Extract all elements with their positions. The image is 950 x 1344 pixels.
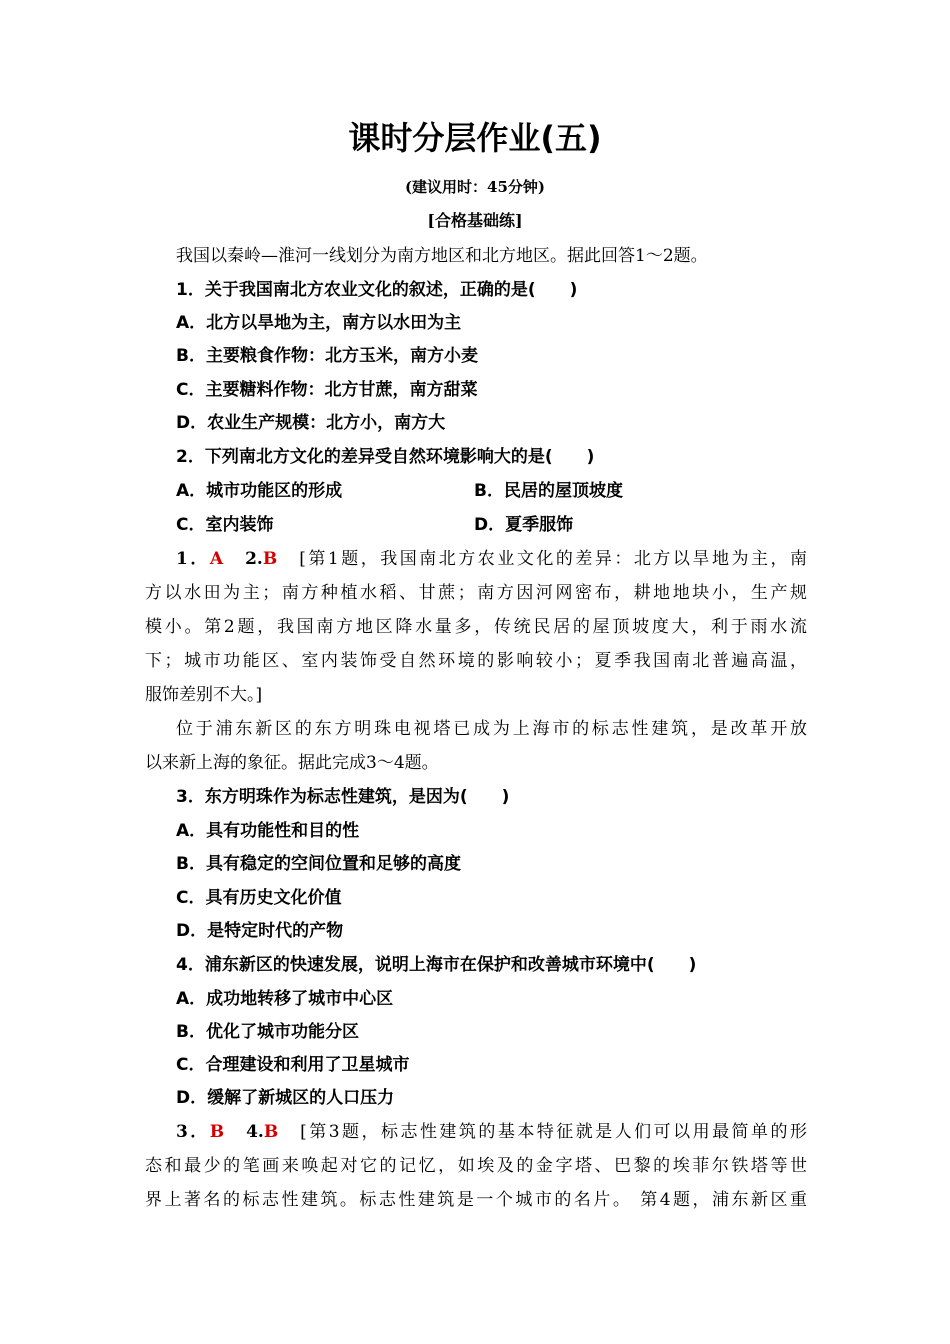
answer-1-2-explanation-start: [第1题，我国南北方农业文化的差异：北方以旱地为主，南 bbox=[277, 549, 807, 569]
question-4-option-d: D．缓解了新城区的人口压力 bbox=[176, 1088, 395, 1108]
suggested-time: (建议用时：45分钟) bbox=[404, 178, 546, 196]
question-1-stem: 1．关于我国南北方农业文化的叙述，正确的是( ) bbox=[176, 280, 578, 300]
question-3-option-c: C．具有历史文化价值 bbox=[176, 888, 342, 908]
answer-1-2-line-1 bbox=[176, 546, 807, 572]
question-2-option-c: C．室内装饰 bbox=[176, 515, 274, 535]
question-3-option-a: A．具有功能性和目的性 bbox=[176, 821, 360, 841]
group2-intro-line-1: 位于浦东新区的东方明珠电视塔已成为上海市的标志性建筑，是改革开放 bbox=[176, 719, 807, 739]
answer-3-4-line-3: 界上著名的标志性建筑。标志性建筑是一个城市的名片。 第4题，浦东新区重 bbox=[145, 1190, 807, 1210]
answer-2-key: B bbox=[262, 549, 278, 569]
question-2-option-a: A．城市功能区的形成 bbox=[176, 481, 343, 501]
answer-1-2-line-5: 服饰差别不大。] bbox=[145, 685, 263, 705]
answer-3-4-explanation-start: [第3题，标志性建筑的基本特征就是人们可以用最简单的形 bbox=[278, 1122, 807, 1142]
group2-intro-line-2: 以来新上海的象征。据此完成3～4题。 bbox=[145, 753, 439, 773]
answer-3-key: B bbox=[209, 1122, 225, 1142]
answer-4-key: B bbox=[263, 1122, 279, 1142]
answer-number-2: 2. bbox=[223, 549, 263, 569]
question-1-option-a: A．北方以旱地为主，南方以水田为主 bbox=[176, 313, 462, 333]
group1-intro: 我国以秦岭—淮河一线划分为南方地区和北方地区。据此回答1～2题。 bbox=[176, 246, 708, 266]
answer-1-key: A bbox=[209, 549, 224, 569]
question-4-option-a: A．成功地转移了城市中心区 bbox=[176, 989, 394, 1009]
answer-number-4: 4. bbox=[224, 1122, 264, 1142]
question-2-stem: 2．下列南北方文化的差异受自然环境影响大的是( ) bbox=[176, 447, 595, 467]
question-1-option-c: C．主要糖料作物：北方甘蔗，南方甜菜 bbox=[176, 380, 478, 400]
question-4-option-b: B．优化了城市功能分区 bbox=[176, 1022, 359, 1042]
question-3-option-d: D．是特定时代的产物 bbox=[176, 921, 344, 941]
answer-number-1: 1． bbox=[176, 549, 210, 569]
question-1-option-b: B．主要粮食作物：北方玉米，南方小麦 bbox=[176, 346, 478, 366]
question-4-stem: 4．浦东新区的快速发展，说明上海市在保护和改善城市环境中( ) bbox=[176, 955, 697, 975]
answer-1-2-line-3: 模小。第2题，我国南方地区降水量多，传统民居的屋顶坡度大，利于雨水流 bbox=[145, 617, 807, 637]
document-title: 课时分层作业(五) bbox=[348, 119, 602, 157]
answer-3-4-line-1 bbox=[176, 1119, 807, 1145]
answer-number-3: 3． bbox=[176, 1122, 210, 1142]
question-1-option-d: D．农业生产规模：北方小，南方大 bbox=[176, 413, 446, 433]
answer-1-2-line-4: 下；城市功能区、室内装饰受自然环境的影响较小；夏季我国南北普遍高温， bbox=[145, 651, 807, 671]
section-heading: [合格基础练] bbox=[427, 211, 523, 230]
answer-3-4-line-2: 态和最少的笔画来唤起对它的记忆，如埃及的金字塔、巴黎的埃菲尔铁塔等世 bbox=[145, 1156, 807, 1176]
question-3-option-b: B．具有稳定的空间位置和足够的高度 bbox=[176, 854, 461, 874]
question-4-option-c: C．合理建设和利用了卫星城市 bbox=[176, 1055, 410, 1075]
question-2-option-d: D．夏季服饰 bbox=[474, 515, 574, 535]
question-3-stem: 3．东方明珠作为标志性建筑，是因为( ) bbox=[176, 787, 510, 807]
question-2-option-b: B．民居的屋顶坡度 bbox=[474, 481, 623, 501]
answer-1-2-line-2: 方以水田为主；南方种植水稻、甘蔗；南方因河网密布，耕地地块小，生产规 bbox=[145, 583, 807, 603]
